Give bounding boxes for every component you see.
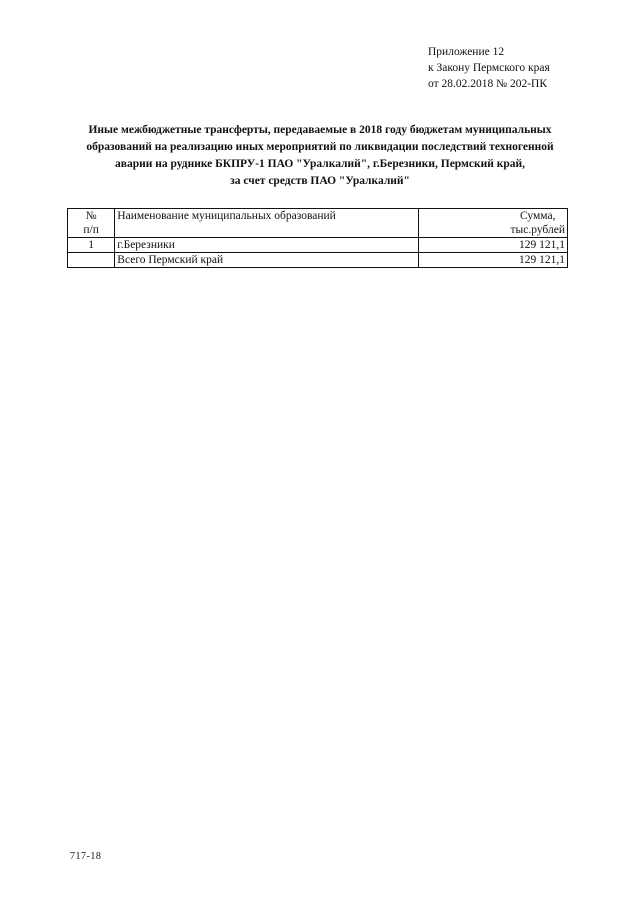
- header-name: Наименование муниципальных образований: [115, 209, 418, 238]
- total-number: [68, 253, 115, 268]
- header-number: [68, 209, 115, 238]
- appendix-law-date: от 28.02.2018 № 202-ПК: [428, 78, 548, 90]
- total-sum: 129 121,1: [418, 253, 568, 268]
- document-code: 717-18: [70, 851, 102, 862]
- header-sum: [418, 209, 568, 238]
- appendix-header: [428, 44, 550, 92]
- header-number-line2: п/п: [83, 224, 99, 236]
- title-line-3: аварии на руднике БКПРУ-1 ПАО "Уралкалий", г.Березники, Пермский край,: [115, 158, 525, 170]
- total-label: Всего Пермский край: [115, 253, 418, 268]
- header-number-line1: №: [85, 210, 97, 222]
- document-title: [60, 122, 580, 190]
- row-sum: 129 121,1: [418, 238, 568, 253]
- title-line-4: за счет средств ПАО "Уралкалий": [230, 175, 410, 187]
- header-sum-line1: Сумма,: [520, 210, 556, 222]
- table-total-row: [68, 253, 568, 268]
- title-line-1: Иные межбюджетные трансферты, передаваемые в 2018 году бюджетам муниципальных: [88, 124, 552, 136]
- appendix-law-reference: к Закону Пермского края: [428, 62, 550, 74]
- transfers-table: [67, 208, 568, 268]
- row-number: 1: [68, 238, 115, 253]
- row-municipality: г.Березники: [115, 238, 418, 253]
- appendix-number: Приложение 12: [428, 46, 505, 58]
- table-header-row: [68, 209, 568, 238]
- header-sum-line2: тыс.рублей: [510, 224, 565, 236]
- table-row: [68, 238, 568, 253]
- title-line-2: образований на реализацию иных мероприятий по ликвидации последствий техногенной: [86, 141, 554, 153]
